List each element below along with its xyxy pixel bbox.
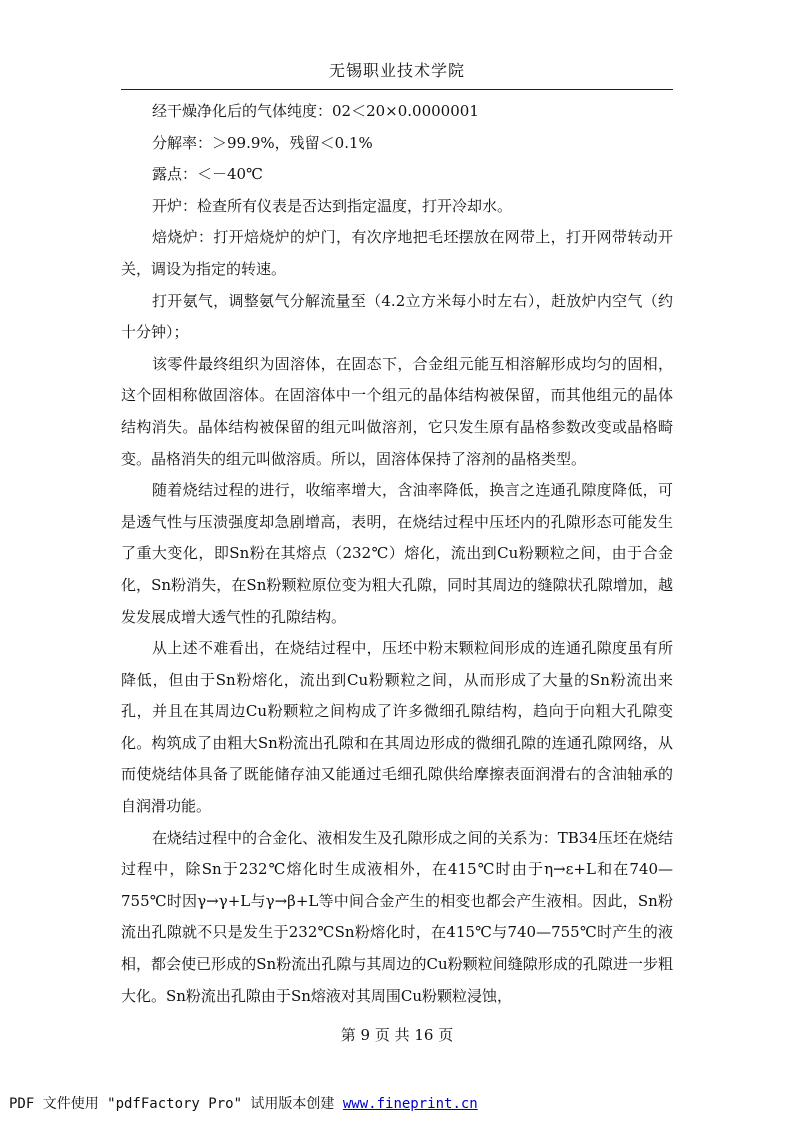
paragraph-sintering-process: 随着烧结过程的进行，收缩率增大，含油率降低，换言之连通孔隙度降低，可是透气性与压溃强度却急剧增高，表明，在烧结过程中压坯内的孔隙形态可能发生了重大变化，即Sn粉在其熔点（232℃）熔化，流出到Cu粉颗粒之间，由于合金化，Sn粉消失，在Sn粉颗粒原位变为粗大孔隙，同时其周边的缝隙状孔隙增加，越发发展成增大透气性的孔隙结构。 bbox=[121, 481, 673, 626]
page-number: 第 9 页 共 16 页 bbox=[340, 1026, 454, 1044]
paragraph-furnace-start: 开炉：检查所有仪表是否达到指定温度，打开冷却水。 bbox=[152, 196, 513, 215]
paragraph-dew-point: 露点：＜－40℃ bbox=[152, 165, 263, 184]
header-divider bbox=[121, 89, 673, 90]
paragraph-ammonia: 打开氨气，调整氨气分解流量至（4.2立方米每小时左右），赶放炉内空气（约十分钟）； bbox=[121, 291, 673, 342]
footer-text: PDF 文件使用 "pdfFactory Pro" 试用版本创建 bbox=[9, 1096, 343, 1112]
document-body bbox=[121, 96, 673, 1012]
footer-link[interactable]: www.fineprint.cn bbox=[342, 1096, 478, 1112]
paragraph-pore-formation: 从上述不难看出，在烧结过程中，压坯中粉末颗粒间形成的连通孔隙度虽有所降低，但由于Sn粉熔化，流出到Cu粉颗粒之间，从而形成了大量的Sn粉流出来孔，并且在其周边Cu粉颗粒之间构成了许多微细孔隙结构，趋向于向粗大孔隙变化。构筑成了由粗大Sn粉流出孔隙和在其周边形成的微细孔隙的连通孔隙网络，从而使烧结体具备了既能储存油又能通过毛细孔隙供给摩擦表面润滑右的含油轴承的自润滑功能。 bbox=[121, 639, 673, 816]
page-header-title: 无锡职业技术学院 bbox=[328, 61, 465, 80]
paragraph-decomposition-rate: 分解率：＞99.9%，残留＜0.1% bbox=[152, 133, 373, 152]
pdf-footer bbox=[9, 1093, 478, 1113]
paragraph-roasting-furnace: 焙烧炉：打开焙烧炉的炉门，有次序地把毛坯摆放在网带上，打开网带转动开关，调设为指定的转速。 bbox=[121, 228, 673, 278]
paragraph-alloying-liquid-phase: 在烧结过程中的合金化、液相发生及孔隙形成之间的关系为：TB34压坯在烧结过程中，除Sn于232℃熔化时生成液相外，在415℃时由于η→ε+L和在740—755℃时因γ→γ+L与γ→β+L等中间合金产生的相变也都会产生液相。因此，Sn粉流出孔隙就不只是发生于232℃Sn粉熔化时，在415℃与740—755℃时产生的液相，都会使已形成的Sn粉流出孔隙与其周边的Cu粉颗粒间缝隙形成的孔隙进一步粗大化。Sn粉流出孔隙由于Sn熔液对其周围Cu粉颗粒浸蚀， bbox=[121, 828, 673, 1005]
paragraph-solid-solution: 该零件最终组织为固溶体，在固态下，合金组元能互相溶解形成均匀的固相，这个固相称做固溶体。在固溶体中一个组元的晶体结构被保留，而其他组元的晶体结构消失。晶体结构被保留的组元叫做溶剂，它只发生原有晶格参数改变或晶格畸变。晶格消失的组元叫做溶质。所以，固溶体保持了溶剂的晶格类型。 bbox=[121, 354, 673, 468]
paragraph-gas-purity: 经干燥净化后的气体纯度：02＜20×0.0000001 bbox=[152, 102, 479, 120]
